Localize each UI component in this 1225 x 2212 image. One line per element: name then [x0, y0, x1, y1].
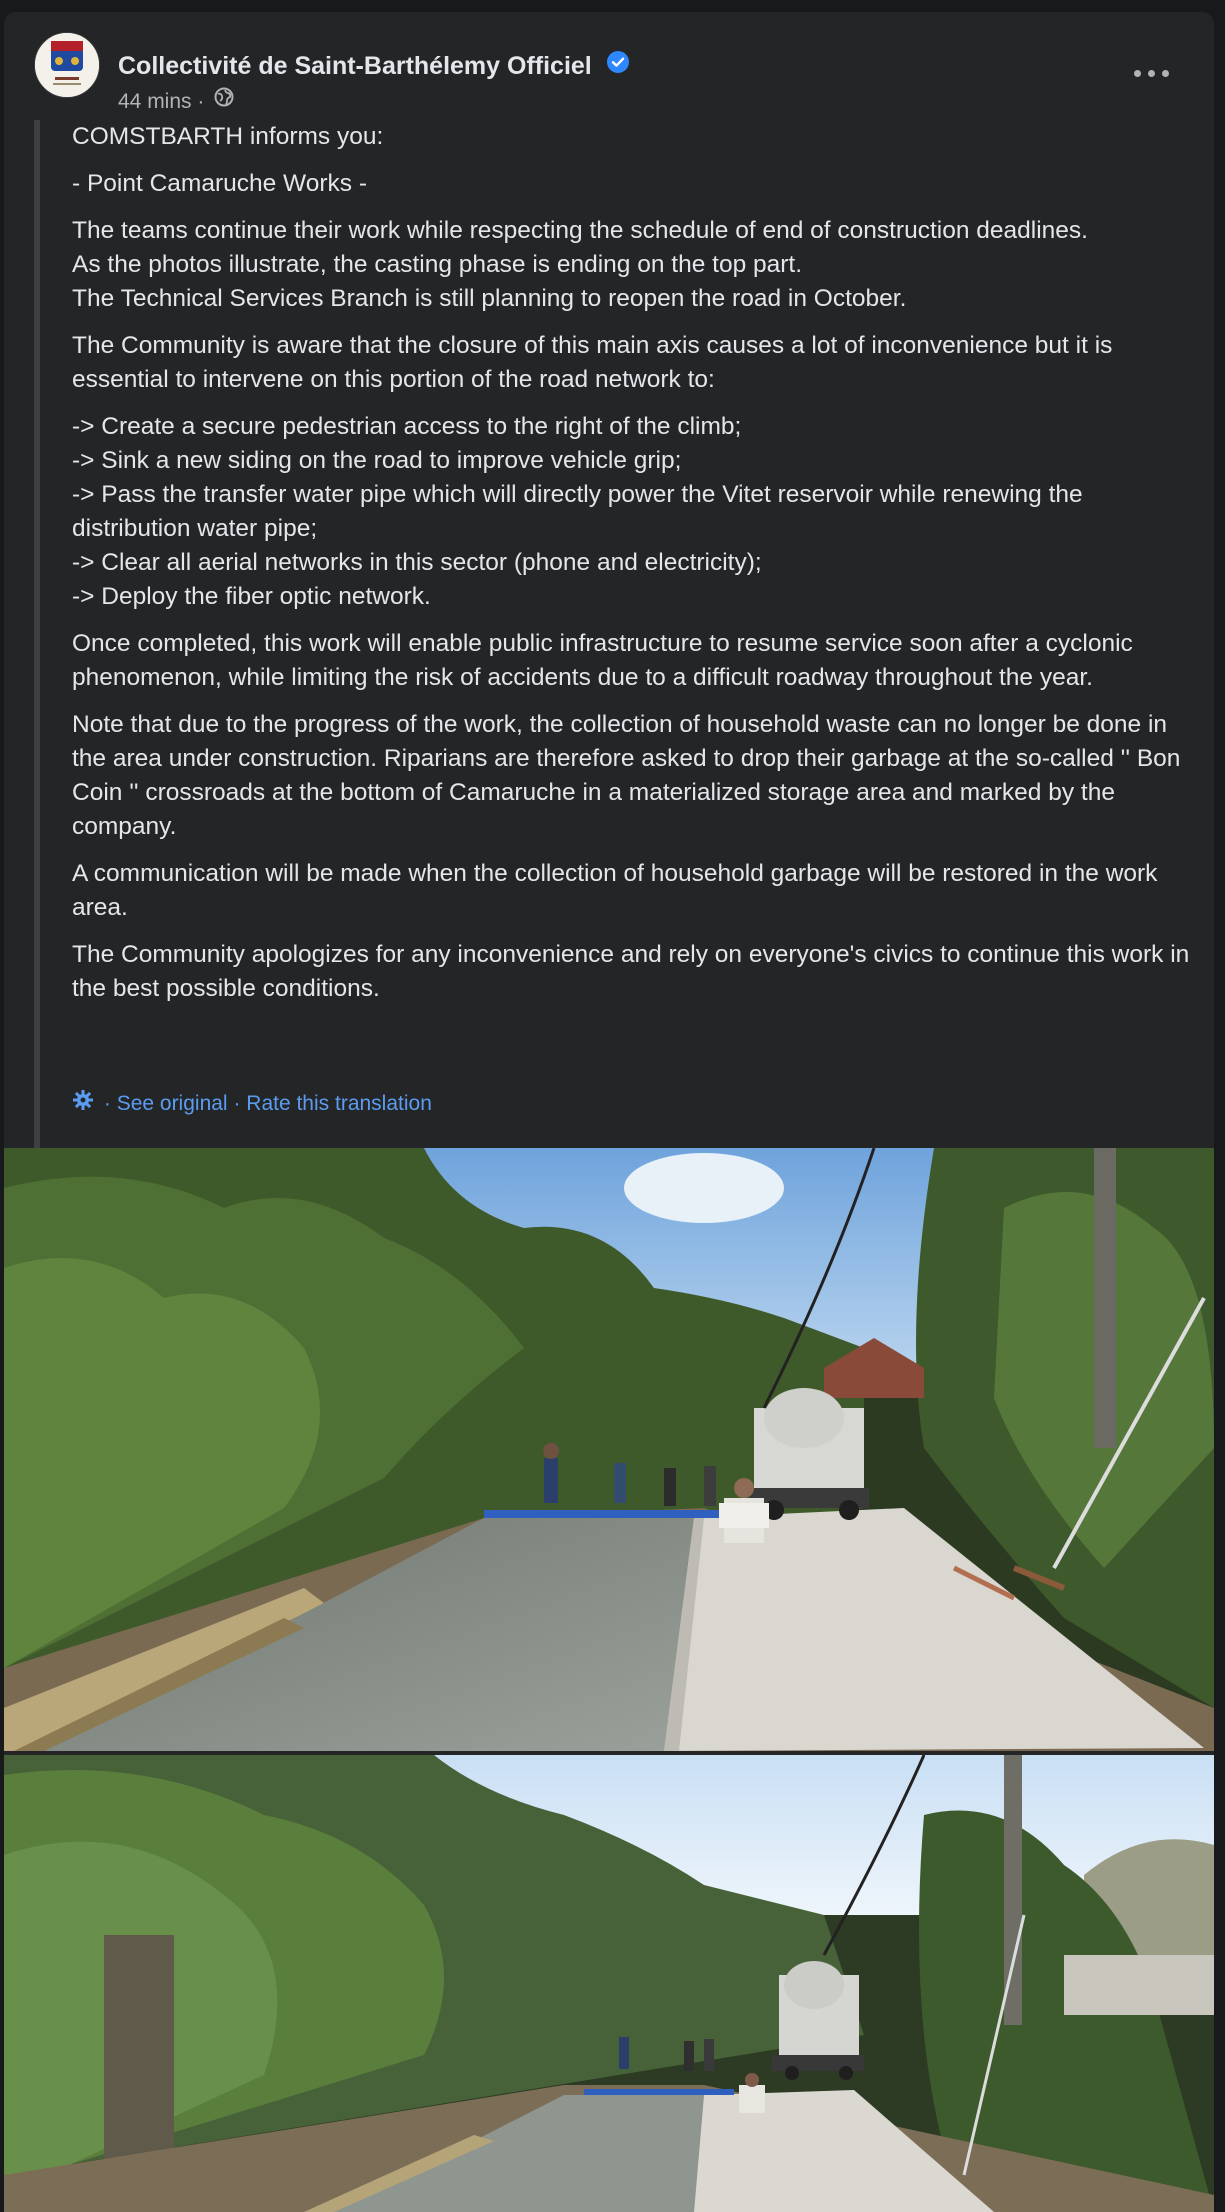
paragraph-schedule: The teams continue their work while respecting the schedule of end of construction deadlines. As the photos illustrate, the casting phase is ending on the top part. The Technical Services Branch is still planning to reopen the road in October. [72, 217, 1088, 312]
paragraph-heading: - Point Camaruche Works - [72, 170, 367, 197]
paragraph-intro: COMSTBARTH informs you: [72, 123, 384, 150]
post-author[interactable] [118, 52, 629, 81]
more-options-icon[interactable] [1130, 60, 1174, 88]
post-photo-2[interactable] [4, 1755, 1214, 2212]
translate-gear-icon[interactable] [72, 1089, 94, 1117]
paragraph-benefits: Once completed, this work will enable public infrastructure to resume service soon after a cyclonic phenomenon, while limiting the risk of accidents due to a difficult roadway throughout the year. [72, 630, 1133, 691]
post-card [4, 12, 1214, 2212]
page-avatar[interactable] [34, 32, 100, 98]
see-original-link[interactable]: See original [116, 1092, 228, 1116]
paragraph-work-list: -> Create a secure pedestrian access to the right of the climb; -> Sink a new siding on the road to improve vehicle grip; -> Pass the transfer water pipe which will directly power the Vitet reservoir while renewing the distribution water pipe; -> Clear all aerial networks in this sector (phone and electricity); -> Deploy the fiber optic network. [72, 413, 1083, 610]
verified-badge-icon [607, 51, 629, 80]
translation-separator: · [103, 1092, 111, 1116]
paragraph-waste: Note that due to the progress of the work, the collection of household waste can no longer be done in the area under construction. Riparians are therefore asked to drop their garbage at the so-called '' Bon Coin '' crossroads at the bottom of Camaruche in a materialized storage area and marked by the company. [72, 711, 1181, 840]
post-photo-1[interactable] [4, 1148, 1214, 1751]
paragraph-closure: The Community is aware that the closure of this main axis causes a lot of inconvenience but it is essential to intervene on this portion of the road network to: [72, 332, 1113, 393]
translation-rule [34, 120, 40, 1150]
post-timestamp[interactable]: 44 mins [118, 90, 192, 113]
paragraph-communication: A communication will be made when the collection of household garbage will be restored in the work area. [72, 860, 1158, 921]
meta-separator: · [197, 90, 205, 113]
post-header [34, 32, 1194, 113]
globe-icon[interactable] [214, 87, 234, 113]
paragraph-apology: The Community apologizes for any inconvenience and rely on everyone's civics to continue this work in the best possible conditions. [72, 941, 1190, 1002]
translation-separator: · [233, 1092, 241, 1116]
translation-bar [72, 1092, 432, 1117]
post-meta [118, 90, 234, 114]
rate-translation-link[interactable]: Rate this translation [246, 1092, 432, 1116]
post-text [72, 120, 1202, 1019]
author-name[interactable]: Collectivité de Saint-Barthélemy Officiel [118, 52, 592, 80]
